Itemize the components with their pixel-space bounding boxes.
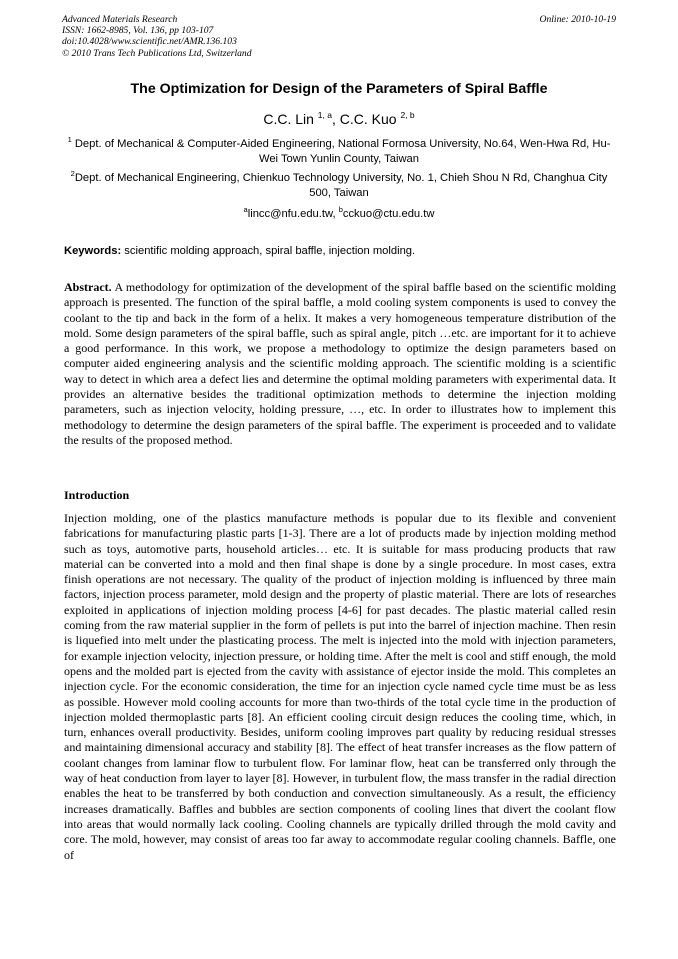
email-address: cckuo@ctu.edu.tw (342, 208, 435, 220)
paper-title: The Optimization for Design of the Parameters of Spiral Baffle (130, 81, 548, 97)
author-affiliation-mark: 2, b (400, 110, 415, 120)
affiliation-2 (62, 171, 616, 201)
author-separator: , (331, 111, 340, 127)
keywords-label: Keywords: (64, 245, 122, 257)
author-name: C.C. Kuo (339, 111, 397, 127)
author-name: C.C. Lin (263, 111, 314, 127)
email-mark: b (338, 205, 343, 214)
abstract-text: A methodology for optimization of the development of the spiral baffle based on the scientific molding approach is presented. The function of the spiral baffle, a mold cooling system components is used to convey the coolant to the tip and back in the form of a helix. It makes a very homogeneous temperature distribution of the mold. Some design parameters of the spiral baffle, such as spiral angle, pitch …etc. are important for it to achieve a good performance. In this work, we propose a methodology to optimize the design parameters based on computer aided engineering analysis and the scientific molding approach. The scientific molding is a scientific way to detect in which area a defect lies and determine the optimal molding parameters with experimental data. It provides an alternative besides the traditional optimization methods to determine the injection molding parameters, such as injection velocity, holding pressure, …, etc. In order to illustrates how to implement this methodology to determine the design parameters of the spiral baffle. The experiment is proceeded and to validate the results of the proposed method. (64, 280, 616, 447)
abstract-label: Abstract. (64, 280, 112, 294)
affiliation-text: Dept. of Mechanical Engineering, Chienkuo Technology University, No. 1, Chieh Shou N Rd, Changhua City 500, Taiwan (74, 172, 608, 200)
keywords-section (64, 244, 616, 259)
journal-header (62, 14, 252, 59)
author-emails (62, 207, 616, 222)
abstract-section (64, 280, 616, 448)
author-list (62, 110, 616, 128)
affiliation-mark: 2 (70, 169, 75, 178)
introduction-heading: Introduction (64, 488, 130, 502)
copyright-line: © 2010 Trans Tech Publications Ltd, Switzerland (62, 47, 252, 59)
email-mark: a (243, 205, 248, 214)
affiliation-text: Dept. of Mechanical & Computer-Aided Engineering, National Formosa University, No.64, Wen-Hwa Rd, Hu-Wei Town Yunlin County, Taiwan (71, 138, 611, 166)
journal-name: Advanced Materials Research (62, 14, 178, 25)
issn-line: ISSN: 1662-8985, Vol. 136, pp 103-107 (62, 25, 214, 37)
affiliation-1 (62, 137, 616, 167)
keywords-text: scientific molding approach, spiral baffle, injection molding. (121, 245, 416, 257)
affiliation-mark: 1 (67, 135, 72, 144)
online-date: Online: 2010-10-19 (539, 14, 616, 25)
email-address: lincc@nfu.edu.tw, (247, 208, 339, 220)
doi-line: doi:10.4028/www.scientific.net/AMR.136.103 (62, 36, 237, 48)
author-affiliation-mark: 1, a (317, 110, 332, 120)
introduction-body: Injection molding, one of the plastics manufacture methods is popular due to its flexible and convenient fabrications for manufacturing plastic parts [1-3]. There are a lot of products made by injection molding method such as toys, automotive parts, household articles… etc. It is suitable for mass producing products that raw material can be converted into a mold and then final shape is done by a single procedure. In most cases, extra finish operations are not necessary. The quality of the product of injection molding is influenced by three main factors, injection process parameter, mold design and the property of plastic material. There are lots of researches exploited in applications of injection molding process [4-6] for past decades. The plastic material called resin coming from the raw material supplier in the form of pellets is put into the barrel of injection machine. Then resin is liquefied into melt under the plasticating process. The melt is injected into the mold with injection parameters, for example injection velocity, injection pressure, or holding time. After the melt is cool and stiff enough, the mold opens and the molded part is ejected from the cavity with assistance of ejector inside the mold. This completes an injection cycle. For the economic consideration, the time for an injection cycle named cycle time must be as less as possible. However mold cooling accounts for more than two-thirds of the total cycle time in the production of injection molded thermoplastic parts [8]. An efficient cooling circuit design reduces the cooling time, which, in turn, enhances overall productivity. Besides, uniform cooling improves part quality by reducing residual stresses and maintaining dimensional accuracy and stability [8]. The effect of heat transfer increases as the flow pattern of coolant changes from laminar flow to turbulent flow. For laminar flow, heat can be transferred only through the way of heat conduction from layer to layer [8]. However, in turbulent flow, the mass transfer in the radial direction enables the heat to be transferred by both conduction and convection simultaneously. As a result, the efficiency increases dramatically. Baffles and bubbles are section components of cooling lines that divert the coolant flow into areas that would normally lack cooling. Cooling channels are typically drilled through the mold cavity and core. The mold, however, may consist of areas too far away to accommodate regular cooling channels. Baffle, one of (64, 511, 616, 862)
